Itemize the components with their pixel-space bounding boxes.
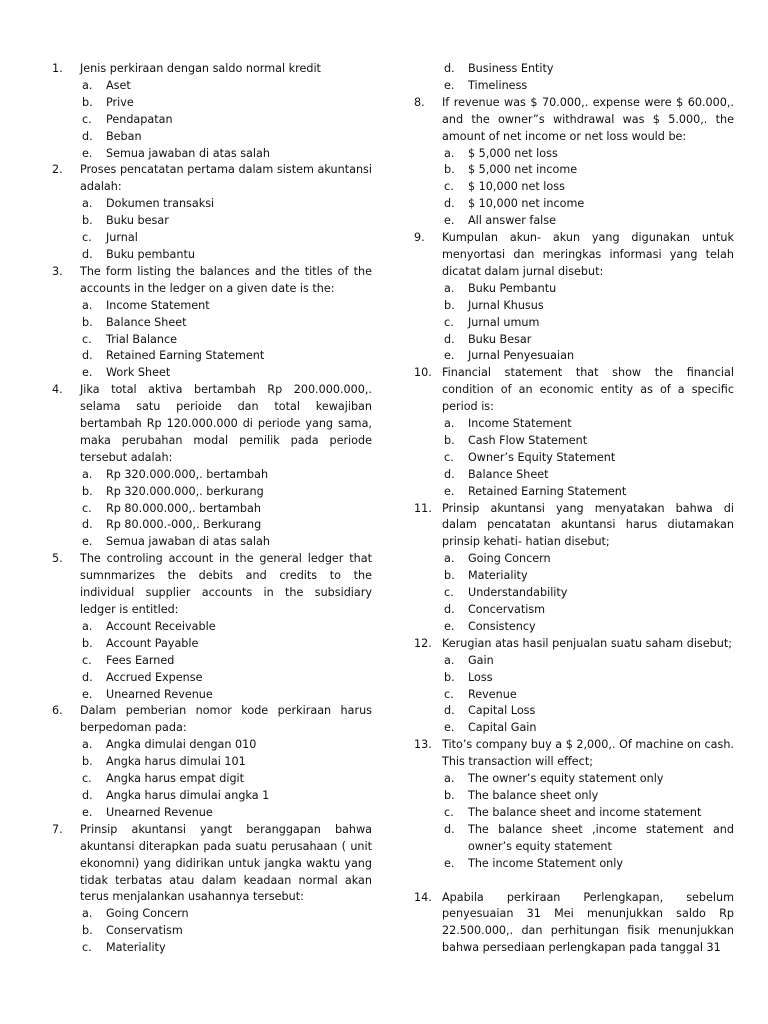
answer-options — [414, 551, 734, 636]
option-text: The owner’s equity statement only — [468, 772, 664, 786]
option-text: Rp 320.000.000,. bertambah — [106, 467, 269, 481]
option-text: Jurnal Penyesuaian — [468, 349, 575, 363]
option-text: Buku Besar — [468, 332, 532, 346]
question-text: Jika total aktiva bertambah Rp 200.000.000,. selama satu perioide dan total kewajiban bertambah Rp 120.000.000 di periode yang sama, maka perubahan modal pemilik pada periode tersebut adalah: — [80, 383, 372, 464]
answer-option — [444, 315, 734, 332]
answer-option — [444, 703, 734, 720]
question-text: Apabila perkiraan Perlengkapan, sebelum penyesuaian 31 Mei menunjukkan saldo Rp 22.500.000,. dan perhitungan fisik menunjukkan bahwa persediaan perlengkapan pada tanggal 31 — [442, 890, 734, 955]
option-text: Understandability — [468, 586, 568, 600]
question-number: 5. — [52, 552, 63, 566]
option-letter: b. — [82, 636, 93, 650]
option-letter: c. — [444, 687, 454, 701]
question-item — [414, 95, 734, 230]
option-letter: b. — [82, 95, 93, 109]
question-text: If revenue was $ 70.000,. expense were $ 60.000,. and the owner”s withdrawal was $ 5.000,. the amount of net income or net loss would be: — [442, 95, 734, 143]
option-text: Angka harus dimulai angka 1 — [106, 788, 270, 802]
option-text: The balance sheet and income statement — [468, 805, 702, 819]
answer-option — [82, 940, 372, 957]
question-item — [52, 162, 372, 263]
answer-option — [82, 788, 372, 805]
question-number: 14. — [414, 890, 432, 904]
question-text: Jenis perkiraan dengan saldo normal kredit — [80, 62, 321, 75]
right-column — [414, 61, 734, 957]
answer-option — [82, 501, 372, 518]
question-text: The controling account in the general ledger that sumnmarizes the debits and credits to the individual supplier accounts in the subsidiary ledger is entitled: — [80, 552, 372, 616]
option-text: Balance Sheet — [106, 315, 187, 329]
answer-option — [444, 788, 734, 805]
answer-option — [444, 433, 734, 450]
answer-option — [82, 298, 372, 315]
answer-option — [444, 585, 734, 602]
answer-option — [444, 551, 734, 568]
option-letter: e. — [444, 856, 455, 870]
answer-option — [444, 856, 734, 873]
question-number: 10. — [414, 366, 432, 380]
option-letter: c. — [82, 112, 92, 126]
answer-option — [444, 805, 734, 822]
option-letter: b. — [444, 433, 455, 447]
answer-option — [82, 636, 372, 653]
option-text: Prive — [106, 95, 134, 109]
option-text: Income Statement — [106, 298, 210, 312]
answer-option — [82, 906, 372, 923]
option-text: All answer false — [468, 214, 557, 228]
answer-options — [414, 653, 734, 738]
option-letter: c. — [444, 315, 454, 329]
answer-option — [82, 230, 372, 247]
answer-options — [52, 619, 372, 704]
option-letter: e. — [82, 146, 93, 160]
answer-option — [444, 348, 734, 365]
option-text: Conservatism — [106, 924, 183, 938]
question-text: The form listing the balances and the titles of the accounts in the ledger on a given date is the: — [80, 264, 372, 295]
answer-option — [82, 771, 372, 788]
answer-option — [82, 332, 372, 349]
option-text: Loss — [468, 670, 493, 684]
option-text: Unearned Revenue — [106, 805, 213, 819]
option-letter: a. — [82, 467, 93, 481]
option-text: Concervatism — [468, 603, 546, 616]
option-letter: e. — [82, 535, 93, 549]
question-number: 3. — [52, 264, 63, 278]
option-letter: c. — [82, 501, 92, 515]
question-item — [52, 822, 372, 957]
option-text: Retained Earning Statement — [106, 349, 265, 363]
option-letter: a. — [82, 907, 93, 921]
option-text: Revenue — [468, 687, 517, 701]
option-letter: d. — [444, 704, 455, 718]
option-letter: a. — [444, 417, 455, 431]
option-letter: b. — [82, 755, 93, 769]
option-text: Cash Flow Statement — [468, 433, 588, 447]
option-letter: b. — [444, 163, 455, 177]
option-letter: e. — [82, 687, 93, 701]
question-item — [52, 551, 372, 703]
option-letter: d. — [444, 197, 455, 211]
option-letter: c. — [82, 772, 92, 786]
option-text: Semua jawaban di atas salah — [106, 146, 270, 160]
answer-option — [82, 315, 372, 332]
answer-option — [82, 484, 372, 501]
option-text: Consistency — [468, 619, 536, 633]
question-number: 4. — [52, 383, 63, 397]
option-text: Owner’s Equity Statement — [468, 450, 616, 464]
option-letter: c. — [444, 180, 454, 194]
option-text: $ 5,000 net loss — [468, 146, 558, 160]
option-text: Aset — [106, 78, 131, 92]
answer-option — [444, 568, 734, 585]
option-text: The balance sheet ,income statement and owner’s equity statement — [468, 822, 734, 853]
answer-options — [414, 61, 734, 95]
answer-option — [444, 332, 734, 349]
answer-option — [82, 348, 372, 365]
option-letter: e. — [444, 78, 455, 92]
answer-option — [444, 162, 734, 179]
answer-option — [444, 416, 734, 433]
option-text: Accrued Expense — [106, 670, 203, 684]
question-item — [414, 230, 734, 365]
answer-option — [82, 517, 372, 534]
answer-options — [52, 467, 372, 552]
answer-option — [444, 771, 734, 788]
option-letter: c. — [82, 653, 92, 667]
question-number: 11. — [414, 501, 432, 515]
question-item — [414, 890, 734, 958]
answer-option — [444, 146, 734, 163]
answer-option — [82, 247, 372, 264]
option-letter: b. — [82, 484, 93, 498]
option-text: $ 5,000 net income — [468, 163, 578, 177]
option-text: $ 10,000 net income — [468, 197, 585, 211]
answer-option — [444, 484, 734, 501]
option-text: Angka dimulai dengan 010 — [106, 738, 257, 752]
answer-option — [444, 78, 734, 95]
option-letter: b. — [444, 569, 455, 583]
question-number: 13. — [414, 738, 432, 752]
question-number: 9. — [414, 231, 425, 245]
option-letter: d. — [82, 349, 93, 363]
answer-option — [444, 653, 734, 670]
answer-option — [82, 95, 372, 112]
option-letter: e. — [444, 484, 455, 498]
option-letter: c. — [82, 941, 92, 955]
question-text: Proses pencatatan pertama dalam sistem akuntansi adalah: — [80, 163, 372, 194]
answer-option — [82, 534, 372, 551]
answer-option — [444, 61, 734, 78]
question-item — [414, 365, 734, 500]
option-text: Jurnal umum — [468, 315, 540, 329]
question-item — [414, 501, 734, 636]
option-text: Timeliness — [468, 78, 528, 92]
question-text: Financial statement that show the financial condition of an economic entity as of a specific period is: — [442, 366, 734, 414]
option-letter: c. — [82, 231, 92, 245]
question-number: 12. — [414, 636, 432, 650]
option-text: Buku Pembantu — [468, 281, 557, 295]
option-text: Angka harus empat digit — [106, 772, 245, 786]
option-text: Account Receivable — [106, 619, 216, 633]
option-letter: b. — [82, 924, 93, 938]
answer-options — [52, 196, 372, 264]
option-text: Capital Gain — [468, 721, 537, 735]
option-letter: a. — [82, 197, 93, 211]
question-text: Prinsip akuntansi yangt beranggapan bahwa akuntansi diterapkan pada suatu perusahaan ( unit ekonomni) yang didirikan untuk jangka waktu yang tidak terbatas atau dalam keadaan normal akan terus menjalankan usahannya tersebut: — [80, 822, 372, 904]
answer-option — [444, 450, 734, 467]
option-letter: c. — [444, 805, 454, 819]
option-text: Account Payable — [106, 636, 199, 650]
option-letter: e. — [444, 619, 455, 633]
answer-options — [414, 146, 734, 231]
answer-option — [444, 619, 734, 636]
answer-option — [444, 281, 734, 298]
question-item — [414, 61, 734, 95]
option-text: Going Concern — [468, 552, 551, 566]
option-letter: d. — [444, 603, 455, 616]
answer-option — [444, 822, 734, 856]
option-letter: d. — [82, 788, 93, 802]
option-letter: b. — [82, 214, 93, 228]
answer-option — [82, 737, 372, 754]
option-text: Rp 80.000.-000,. Berkurang — [106, 518, 262, 532]
option-text: Work Sheet — [106, 366, 171, 380]
option-letter: e. — [444, 349, 455, 363]
question-text: Prinsip akuntansi yang menyatakan bahwa di dalam pencatatan akuntansi harus diutamakan prinsip kehati- hatian disebut; — [442, 501, 734, 549]
answer-option — [82, 112, 372, 129]
option-text: Pendapatan — [106, 112, 173, 126]
answer-option — [82, 467, 372, 484]
option-text: Materiality — [468, 569, 528, 583]
option-letter: c. — [444, 450, 454, 464]
answer-option — [444, 179, 734, 196]
option-text: Jurnal — [106, 231, 138, 245]
option-letter: c. — [82, 332, 92, 346]
answer-option — [82, 129, 372, 146]
option-letter: a. — [444, 552, 455, 566]
option-letter: b. — [444, 670, 455, 684]
option-letter: a. — [82, 738, 93, 752]
question-text: Kumpulan akun- akun yang digunakan untuk menyortasi dan meringkas informasi yang telah dicatat dalam jurnal disebut: — [442, 231, 734, 278]
option-letter: b. — [82, 315, 93, 329]
option-letter: a. — [82, 298, 93, 312]
option-letter: e. — [82, 366, 93, 380]
option-text: The income Statement only — [468, 856, 623, 870]
option-text: Business Entity — [468, 62, 554, 75]
answer-option — [444, 467, 734, 484]
answer-option — [82, 653, 372, 670]
answer-option — [444, 213, 734, 230]
option-text: Unearned Revenue — [106, 687, 213, 701]
answer-option — [82, 213, 372, 230]
answer-option — [82, 687, 372, 704]
option-text: Fees Earned — [106, 653, 175, 667]
option-letter: a. — [444, 772, 455, 786]
option-letter: d. — [444, 467, 455, 481]
answer-options — [414, 281, 734, 366]
question-number: 1. — [52, 62, 63, 75]
option-text: $ 10,000 net loss — [468, 180, 565, 194]
question-text: Tito’s company buy a $ 2,000,. Of machine on cash. This transaction will effect; — [442, 738, 734, 769]
option-letter: a. — [444, 281, 455, 295]
answer-option — [82, 619, 372, 636]
answer-option — [82, 365, 372, 382]
answer-option — [444, 670, 734, 687]
question-number: 8. — [414, 95, 425, 109]
answer-options — [52, 906, 372, 957]
left-column — [52, 61, 372, 957]
answer-option — [82, 196, 372, 213]
question-item — [414, 737, 734, 872]
option-text: Income Statement — [468, 417, 572, 431]
option-letter: d. — [82, 247, 93, 261]
question-item — [52, 703, 372, 821]
option-text: Angka harus dimulai 101 — [106, 755, 246, 769]
option-letter: a. — [444, 146, 455, 160]
answer-option — [82, 670, 372, 687]
option-letter: c. — [444, 586, 454, 600]
option-letter: e. — [444, 214, 455, 228]
option-letter: b. — [444, 298, 455, 312]
option-letter: d. — [82, 518, 93, 532]
answer-option — [444, 720, 734, 737]
option-letter: d. — [444, 332, 455, 346]
option-letter: a. — [82, 78, 93, 92]
answer-options — [52, 737, 372, 822]
question-item — [52, 382, 372, 551]
question-text: Dalam pemberian nomor kode perkiraan harus berpedoman pada: — [80, 704, 372, 735]
answer-options — [414, 416, 734, 501]
option-letter: d. — [444, 62, 455, 75]
answer-options — [52, 298, 372, 383]
question-item — [52, 264, 372, 382]
option-letter: a. — [82, 619, 93, 633]
option-letter: b. — [444, 788, 455, 802]
option-text: Beban — [106, 129, 142, 143]
option-letter: a. — [444, 653, 455, 667]
question-number: 6. — [52, 704, 63, 718]
option-letter: d. — [82, 129, 93, 143]
option-text: Materiality — [106, 941, 166, 955]
option-letter: e. — [444, 721, 455, 735]
option-letter: d. — [444, 822, 455, 836]
question-text: Kerugian atas hasil penjualan suatu saham disebut; — [442, 636, 732, 650]
option-text: Jurnal Khusus — [468, 298, 544, 312]
answer-option — [444, 687, 734, 704]
option-letter: d. — [82, 670, 93, 684]
option-text: Buku pembantu — [106, 247, 195, 261]
answer-options — [52, 78, 372, 163]
option-text: Gain — [468, 653, 494, 667]
answer-option — [444, 602, 734, 619]
answer-option — [82, 146, 372, 163]
option-letter: e. — [82, 805, 93, 819]
option-text: Rp 80.000.000,. bertambah — [106, 501, 261, 515]
option-text: Semua jawaban di atas salah — [106, 535, 270, 549]
answer-option — [82, 754, 372, 771]
option-text: The balance sheet only — [468, 788, 599, 802]
question-item — [52, 61, 372, 162]
option-text: Dokumen transaksi — [106, 197, 215, 211]
option-text: Going Concern — [106, 907, 189, 921]
answer-option — [82, 923, 372, 940]
answer-option — [444, 196, 734, 213]
question-item — [414, 636, 734, 737]
answer-option — [82, 78, 372, 95]
option-text: Buku besar — [106, 214, 169, 228]
answer-option — [82, 805, 372, 822]
option-text: Rp 320.000.000,. berkurang — [106, 484, 264, 498]
question-number: 2. — [52, 163, 63, 177]
option-text: Capital Loss — [468, 704, 536, 718]
answer-option — [444, 298, 734, 315]
option-text: Trial Balance — [106, 332, 178, 346]
option-text: Retained Earning Statement — [468, 484, 627, 498]
question-number: 7. — [52, 822, 63, 836]
option-text: Balance Sheet — [468, 467, 549, 481]
answer-options — [414, 771, 734, 872]
